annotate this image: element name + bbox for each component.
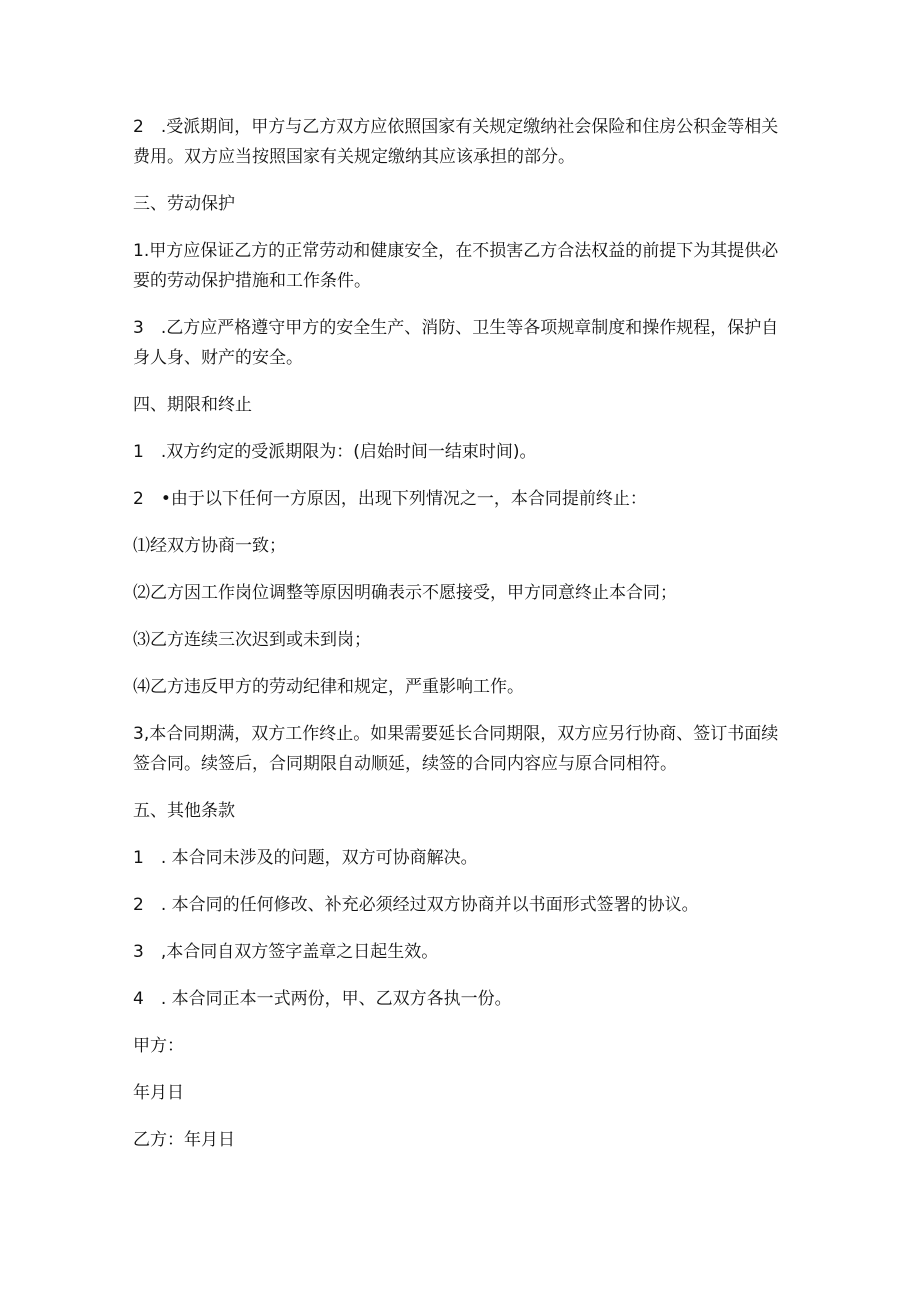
signature-date-a: 年月日 [133,1083,184,1103]
list-item-termination-3: ⑶乙方连续三次迟到或未到岗； [133,630,371,650]
list-item-termination-4: ⑷乙方违反甲方的劳动纪律和规定，严重影响工作。 [133,677,524,697]
paragraph-contract-expiry: 3,本合同期满，双方工作终止。如果需要延长合同期限，双方应另行协商、签订书面续签合同。续签后，合同期限自动顺延，续签的合同内容应与原合同相符。 [133,724,779,774]
section-heading-other-terms: 五、其他条款 [133,801,235,821]
paragraph-other-term-1: 1 . 本合同未涉及的问题，双方可协商解决。 [133,848,478,868]
signature-party-b: 乙方：年月日 [133,1130,235,1150]
paragraph-safety-guarantee: 1.甲方应保证乙方的正常劳动和健康安全，在不损害乙方合法权益的前提下为其提供必要的劳动保护措施和工作条件。 [133,241,779,291]
paragraph-other-term-3: 3 ,本合同自双方签字盖章之日起生效。 [133,942,439,962]
paragraph-other-term-4: 4 . 本合同正本一式两份，甲、乙双方各执一份。 [133,989,512,1009]
section-heading-term-termination: 四、期限和终止 [133,395,252,415]
paragraph-term-period: 1 .双方约定的受派期限为：(启始时间一结束时间)。 [133,442,537,462]
paragraph-other-term-2: 2 . 本合同的任何修改、补充必须经过双方协商并以书面形式签署的协议。 [133,895,699,915]
section-heading-labor-protection: 三、劳动保护 [133,194,235,214]
document-body [133,112,783,1172]
list-item-termination-2: ⑵乙方因工作岗位调整等原因明确表示不愿接受，甲方同意终止本合同； [133,583,677,603]
signature-party-a: 甲方： [133,1036,184,1056]
paragraph-early-termination: 2 •由于以下任何一方原因，出现下列情况之一，本合同提前终止： [133,489,647,509]
list-item-termination-1: ⑴经双方协商一致； [133,536,286,556]
paragraph-social-insurance: 2 .受派期间，甲方与乙方双方应依照国家有关规定缴纳社会保险和住房公积金等相关费用。双方应当按照国家有关规定缴纳其应该承担的部分。 [133,117,779,167]
paragraph-safety-rules: 3 .乙方应严格遵守甲方的安全生产、消防、卫生等各项规章制度和操作规程，保护自身人身、财产的安全。 [133,318,779,368]
